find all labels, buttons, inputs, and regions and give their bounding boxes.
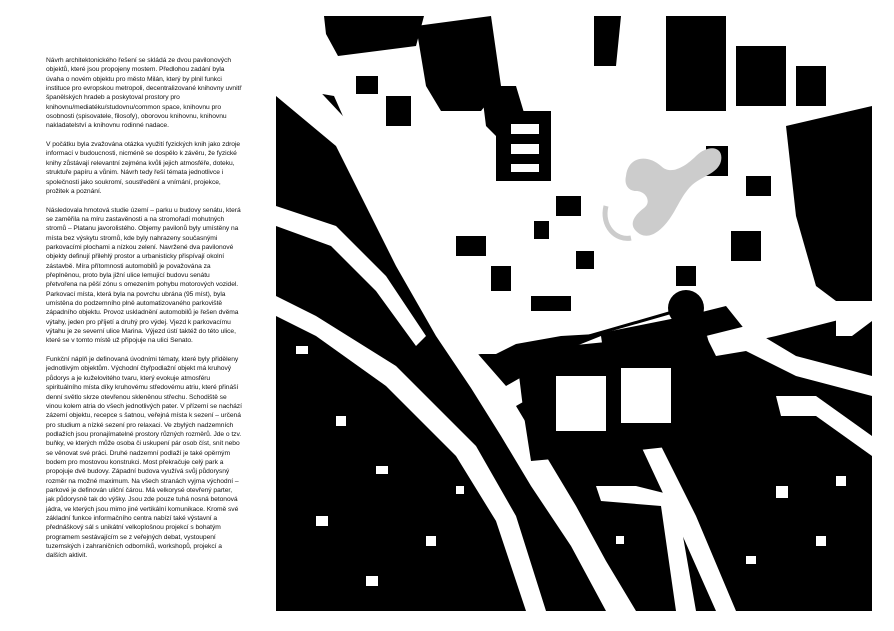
building-park-10 [576, 251, 594, 269]
gap-3 [376, 466, 388, 474]
gap-7 [776, 486, 788, 498]
paragraph-mass-study: Následovala hmotová studie území – parku u budovy senátu, která se zaměřila na míru zastavěnosti a na stromořadí mohutných stromů – Platanu javorolistého. Objemy pavilonů byly umístěny na místa bez výskytu stromů, kde byly nahrazeny současnými parkovacími plochami a nízkou zelení. Navržené dva pavilonové objekty definují přilehlý prostor a urbanisticky přispívají okolní zástavbě. Míra přítomnosti automobilů je považována za přeplněnou, proto byla jižní ulice lemující budovu senátu přetvořena na pěší zónu s omezením pohybu motorových vozidel. Parkovací místa, která byla na povrchu ubrána (95 míst), byla umístěna do podzemního plně automatizovaného parkoviště západního objektu. Provoz uskladnění automobilů je řešen dvěma výtahy, jeden pro příjetí a druhý pro výdej. Vjezd k parkovacímu výtahu je ze severní ulice Marina. Výjezd ústí taktéž do této ulice, které se v tomto místě už připojuje na ulici Senato. [46, 206, 241, 345]
building-park-6 [676, 266, 696, 286]
gap-10 [616, 536, 624, 544]
building-park-12 [386, 96, 411, 126]
paragraph-intro: Návrh architektonického řešení se skládá ze dvou pavilonových objektů, které jsou propojeny mostem. Předlohou zadání byla úvaha o novém objektu pro město Milán, který by plnil funkci instituce pro evropskou metropoli, decentralizované knihovny uvnitř španělských hradeb a poskytoval prostory pro knihovnu/mediatéku/studovnu/common space, knihovnu pro osobnosti (spisovatele, filosofy), oborovou knihovnu, knihovnu nakladatelství a knihovnu rodinné nadace. [46, 57, 242, 130]
building-north-east-3 [796, 66, 826, 106]
building-park-1 [456, 236, 486, 256]
gap-5 [316, 516, 328, 526]
gap-9 [746, 556, 756, 564]
paragraph-physical-books: V počátku byla zvažována otázka využití fyzických knih jako zdroje informací v budoucnosti, nicméně se dospělo k závěru, že fyzické knihy zůstávají relevantní zejména kvůli jejich atmosféře, doteku, struktuře papíru a vůnim. Návrh tedy řeší témata jednotlivce i společnosti jako soukromí, soustředění a vnímání, projekce, prožitek a poznání. [46, 141, 241, 195]
building-park-2 [491, 266, 511, 291]
senate-courtyard-east [621, 368, 671, 423]
gap-12 [366, 576, 378, 586]
gap-1 [296, 346, 308, 354]
building-park-13 [356, 76, 378, 94]
site-plan-svg [276, 16, 872, 611]
circular-pavilion [668, 290, 704, 326]
description-text-column [46, 56, 242, 570]
gap-8 [816, 536, 826, 546]
gap-2 [336, 416, 346, 426]
building-park-4 [556, 196, 581, 216]
building-park-7 [731, 231, 761, 261]
courtyard-1 [511, 124, 539, 134]
gap-11 [836, 476, 846, 486]
building-north-east [666, 16, 726, 111]
gap-6 [456, 486, 464, 494]
paragraph-function: Funkční náplň je definovaná úvodními tématy, které byly přiděleny jednotlivým objektům. Východní čtyřpodlažní objekt má kruhový půdorys a je kuželovitého tvaru, který evokuje atmosféru spirituálního místa díky kruhovému středovému atriu, které přináší denní světlo skrze otevřenou skleněnou střechu. Schodiště se vinou kolem atria do všech jednotlivých pater. V přízemí se nachází zázemí objektu, recepce s šatnou, veřejná místa k sezení – určená pro studium a nízké sezení pro relaxaci. Ve zbylých nadzemních podlažích jsou pronajímatelné prostory různých rozměrů. Jde o tzv. buňky, ve kterých může osoba či uskupení pár osob číst, snít nebo se věnovat své práci. Druhé nadzemní podlaží je také opěrným bodem pro mostovou konstrukci. Most překračuje celý park a propojuje dvě budovy. Západní budova využívá svůj půdorysný rozměr na možné maximum. Na všech stranách vyjma východní – parkové je definován uliční čárou. Má velkorysé otevřený parter, jak půdorysně tak do výšky. Jsou zde pouze tuhá nosná betonová jádra, ve kterých jsou mimo jiné vertikální komunikace. Kromě své základní funkce informačního centra nabízí také výstavní a přednáškový sál s unikátní velkoplošnou projekcí s bohatým programem sestávajícím se z veřejných debat, vystoupení tuzemských i zahraničních odborníků, workshopů, projekcí a dalších aktivit. [46, 356, 242, 560]
building-park-9 [746, 176, 771, 196]
senate-mass [516, 334, 711, 461]
courtyard-3 [511, 164, 539, 172]
courtyard-2 [511, 144, 539, 154]
site-plan-figure-ground [276, 16, 872, 611]
building-north-east-2 [736, 46, 786, 106]
senate-courtyard-west [556, 376, 606, 431]
building-park-5 [531, 296, 571, 311]
gap-4 [426, 536, 436, 546]
building-park-3 [534, 221, 549, 239]
courtyards [511, 124, 539, 172]
